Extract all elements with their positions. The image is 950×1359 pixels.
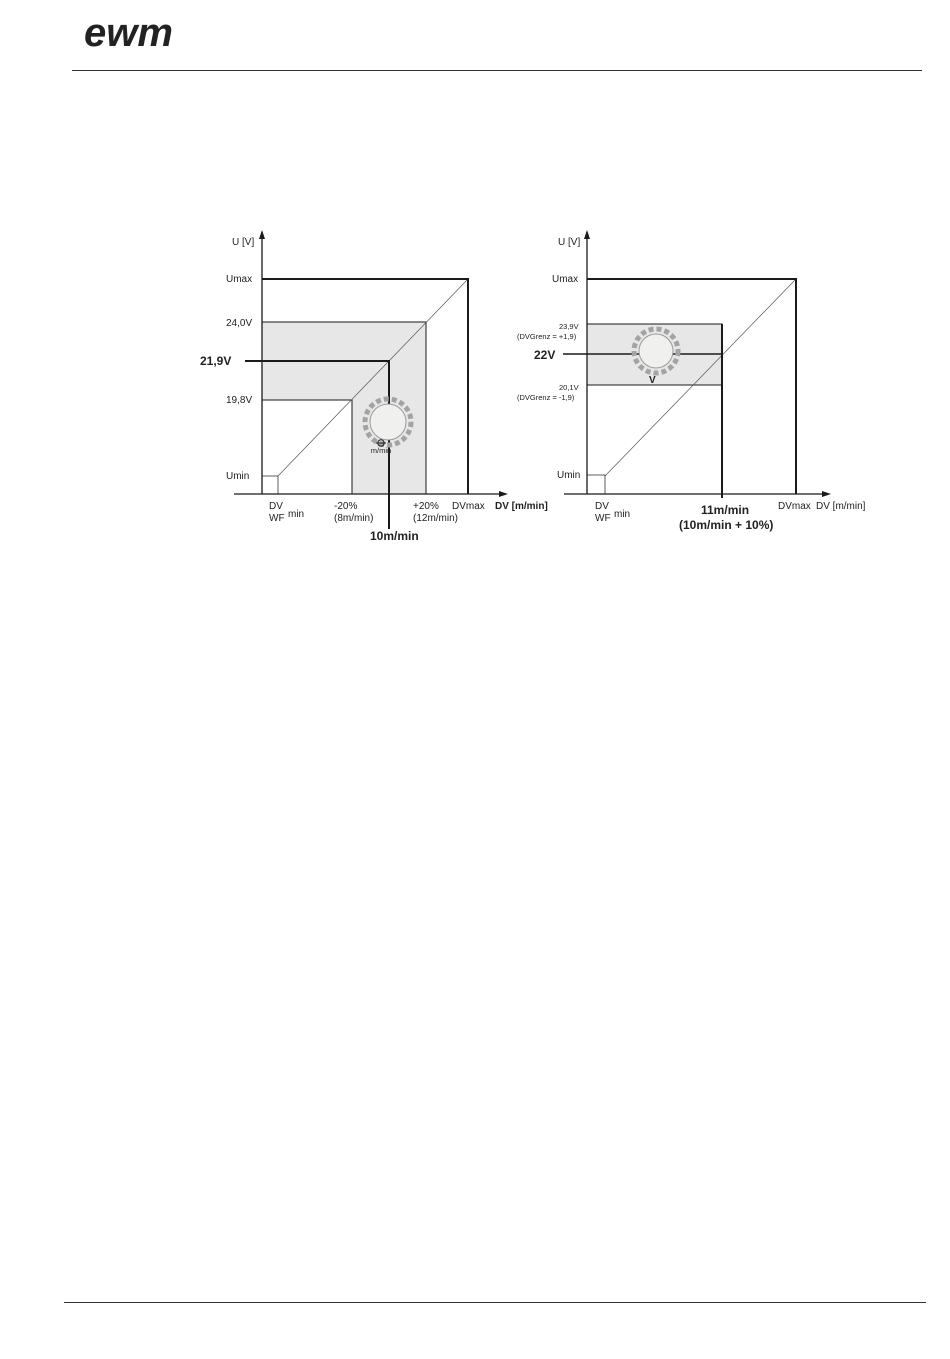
lower-voltage-label: 19,8V xyxy=(226,395,253,406)
dvmax-label: DVmax xyxy=(452,501,485,512)
upper-voltage-note: (DVGrenz = +1,9) xyxy=(517,332,577,341)
header-rule xyxy=(72,70,922,71)
umin-label: Umin xyxy=(557,470,581,481)
lower-voltage-note: (DVGrenz = -1,9) xyxy=(517,393,575,402)
knob-unit-label: m/min xyxy=(370,446,392,455)
plus-percent-label: +20% xyxy=(413,501,439,512)
set-voltage-label: 21,9V xyxy=(200,354,232,368)
wire-speed-knob xyxy=(370,404,406,440)
lower-voltage-label: 20,1V xyxy=(559,383,579,392)
y-axis-arrow xyxy=(584,230,590,239)
x-axis-label: DV [m/min] xyxy=(816,501,866,512)
set-voltage-label: 22V xyxy=(534,348,556,362)
upper-voltage-label: 24,0V xyxy=(226,318,253,329)
dv-min-bottom-label: WF xyxy=(595,513,611,524)
diagram-wire-speed-correction xyxy=(190,228,565,558)
setpoint-note: (10m/min + 10%) xyxy=(679,518,774,532)
umax-label: Umax xyxy=(226,274,253,285)
dv-min-top-label: DV xyxy=(595,501,609,512)
voltage-knob xyxy=(639,334,673,368)
ewm-logo xyxy=(84,14,214,52)
footer-rule xyxy=(64,1302,926,1303)
x-axis-arrow xyxy=(499,491,508,497)
dv-min-bottom-label: WF xyxy=(269,513,285,524)
umin-box xyxy=(587,475,605,494)
x-axis-label: DV [m/min] xyxy=(495,501,548,512)
dv-min-top-label: DV xyxy=(269,501,283,512)
logo-text: ewm xyxy=(84,14,173,52)
y-axis-label: U [V] xyxy=(558,237,581,248)
minus-value-label: (8m/min) xyxy=(334,513,374,524)
setpoint-label: 10m/min xyxy=(370,529,419,543)
plus-value-label: (12m/min) xyxy=(413,513,459,524)
dv-min-sub-label: min xyxy=(288,509,305,520)
y-axis-label: U [V] xyxy=(232,237,255,248)
dv-min-sub-label: min xyxy=(614,509,631,520)
umax-label: Umax xyxy=(552,274,579,285)
x-axis-arrow xyxy=(822,491,831,497)
dvmax-label: DVmax xyxy=(778,501,811,512)
umin-label: Umin xyxy=(226,471,250,482)
y-axis-arrow xyxy=(259,230,265,239)
setpoint-label: 11m/min xyxy=(701,503,750,517)
umin-box xyxy=(262,476,278,494)
diagram-voltage-correction xyxy=(517,228,880,558)
upper-voltage-label: 23,9V xyxy=(559,322,579,331)
minus-percent-label: -20% xyxy=(334,501,358,512)
knob-voltage-letter: V xyxy=(649,375,656,386)
